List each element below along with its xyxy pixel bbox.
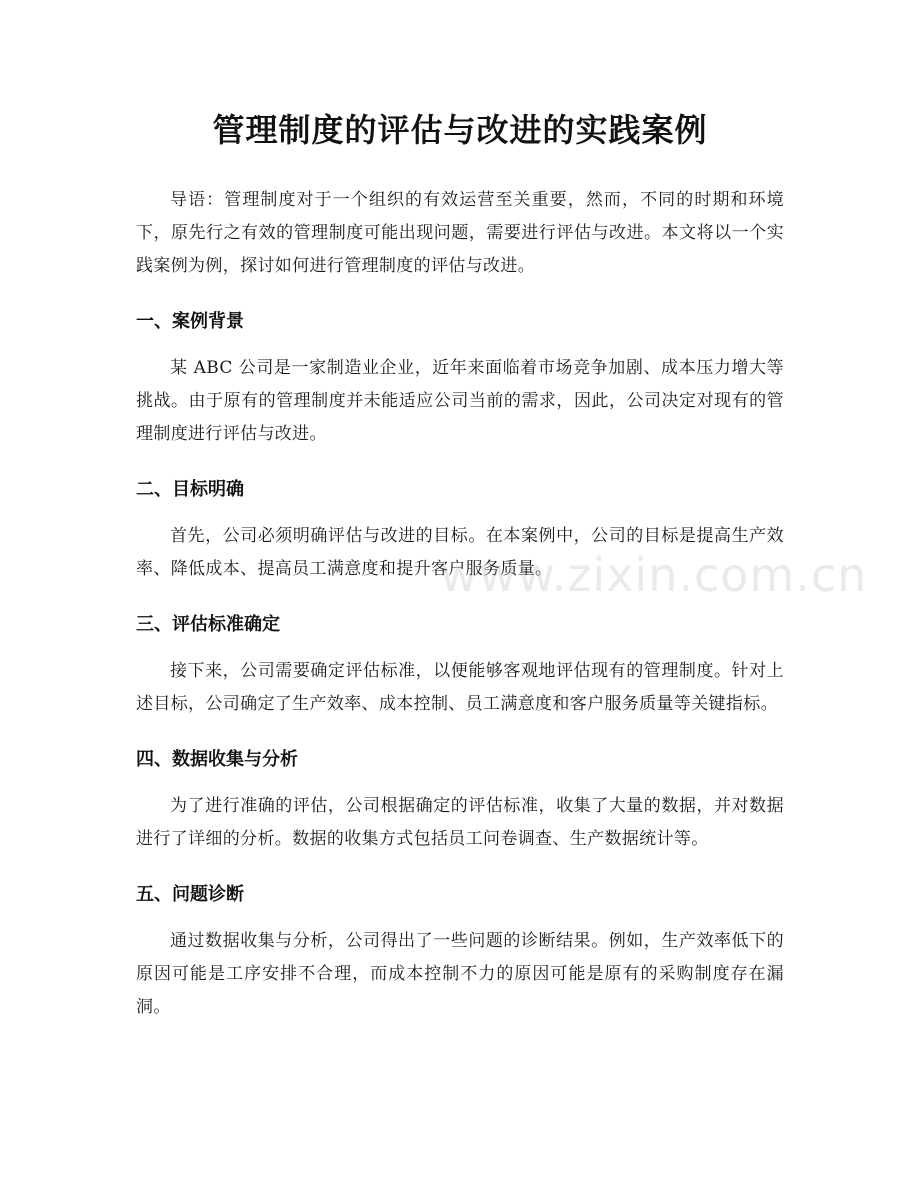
section-paragraph: 为了进行准确的评估，公司根据确定的评估标准，收集了大量的数据，并对数据进行了详细的分析。数据的收集方式包括员工问卷调查、生产数据统计等。 — [136, 796, 784, 849]
section-heading: 四、数据收集与分析 — [136, 749, 298, 770]
document-title: 管理制度的评估与改进的实践案例 — [212, 111, 708, 149]
section-data-analysis — [136, 748, 784, 856]
intro-paragraph: 导语：管理制度对于一个组织的有效运营至关重要，然而，不同的时期和环境下，原先行之有效的管理制度可能出现问题，需要进行评估与改进。本文将以一个实践案例为例，探讨如何进行管理制度的评估与改进。 — [136, 190, 784, 276]
section-heading: 三、评估标准确定 — [136, 614, 280, 635]
section-case-background — [136, 310, 784, 451]
section-heading: 五、问题诊断 — [136, 884, 244, 905]
section-paragraph: 某 ABC 公司是一家制造业企业，近年来面临着市场竞争加剧、成本压力增大等挑战。由于原有的管理制度并未能适应公司当前的需求，因此，公司决定对现有的管理制度进行评估与改进。 — [136, 358, 784, 444]
section-diagnosis — [136, 883, 784, 1024]
section-heading: 一、案例背景 — [136, 311, 244, 332]
watermark: www.zixin.com.cn — [440, 548, 868, 602]
section-paragraph: 接下来，公司需要确定评估标准，以便能够客观地评估现有的管理制度。针对上述目标，公司确定了生产效率、成本控制、员工满意度和客户服务质量等关键指标。 — [136, 661, 784, 714]
section-heading: 二、目标明确 — [136, 479, 244, 500]
section-paragraph: 通过数据收集与分析，公司得出了一些问题的诊断结果。例如，生产效率低下的原因可能是工序安排不合理，而成本控制不力的原因可能是原有的采购制度存在漏洞。 — [136, 931, 784, 1017]
section-goal — [136, 478, 784, 586]
document-content — [136, 184, 784, 1051]
section-criteria — [136, 613, 784, 721]
section-paragraph: 首先，公司必须明确评估与改进的目标。在本案例中，公司的目标是提高生产效率、降低成本、提高员工满意度和提升客户服务质量。 — [136, 526, 784, 579]
